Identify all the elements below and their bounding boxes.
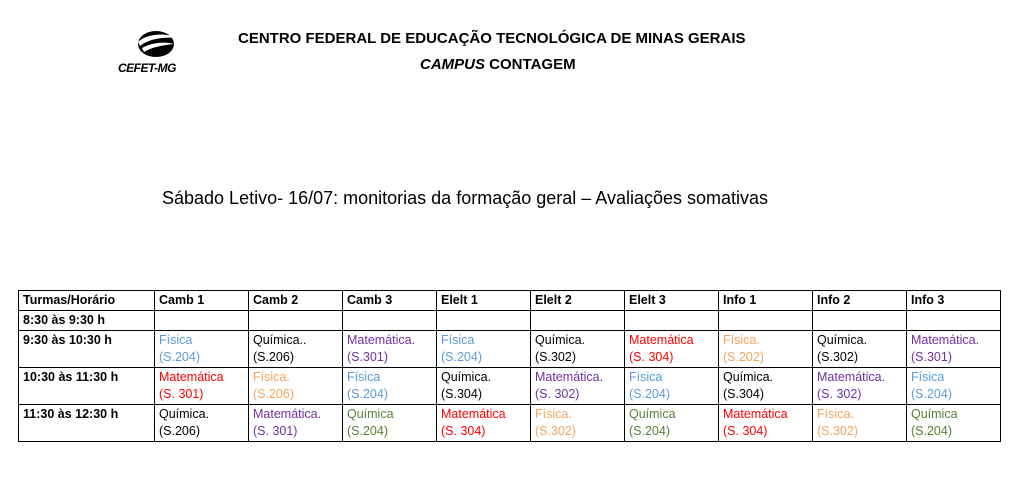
- column-header: Camb 1: [155, 291, 249, 311]
- subject-label: Química: [347, 407, 394, 421]
- subject-label: Física: [911, 370, 945, 384]
- column-header: Info 2: [813, 291, 907, 311]
- schedule-cell: [343, 368, 437, 405]
- schedule-cell: [343, 405, 437, 442]
- subject-label: Matemática: [441, 407, 506, 421]
- time-slot-cell: 11:30 às 12:30 h: [19, 405, 155, 442]
- page-subtitle: Sábado Letivo- 16/07: monitorias da formação geral – Avaliações somativas: [162, 188, 769, 208]
- institution-title: CENTRO FEDERAL DE EDUCAÇÃO TECNOLÓGICA DE MINAS GERAIS: [238, 30, 746, 47]
- room-label: (S.204): [347, 424, 388, 438]
- subject-label: Física.: [253, 370, 290, 384]
- schedule-cell: [437, 405, 531, 442]
- schedule-table: [18, 290, 1001, 442]
- schedule-cell: [907, 311, 1001, 331]
- room-label: (S.301): [347, 350, 388, 364]
- room-label: (S.302): [817, 350, 858, 364]
- schedule-cell: [719, 331, 813, 368]
- room-label: (S.206): [253, 350, 294, 364]
- room-label: (S.204): [441, 350, 482, 364]
- column-header: Elelt 2: [531, 291, 625, 311]
- subject-label: Física: [441, 333, 475, 347]
- table-row: [19, 368, 1001, 405]
- subject-label: Matemática: [159, 370, 224, 384]
- schedule-cell: [155, 331, 249, 368]
- subject-label: Química.: [535, 333, 586, 347]
- schedule-cell: [437, 331, 531, 368]
- campus-title: [420, 56, 576, 73]
- schedule-cell: [249, 368, 343, 405]
- column-header: Camb 3: [343, 291, 437, 311]
- column-header: Camb 2: [249, 291, 343, 311]
- schedule-cell: [155, 405, 249, 442]
- subject-label: Física.: [817, 407, 854, 421]
- schedule-cell: [437, 368, 531, 405]
- column-header: Elelt 3: [625, 291, 719, 311]
- schedule-cell: [531, 311, 625, 331]
- room-label: (S. 301): [159, 387, 204, 401]
- room-label: (S.302): [817, 424, 858, 438]
- subject-label: Matemática: [723, 407, 788, 421]
- time-slot-cell: 9:30 às 10:30 h: [19, 331, 155, 368]
- cefet-logo: [112, 28, 202, 80]
- room-label: (S. 302): [817, 387, 862, 401]
- room-label: (S.206): [159, 424, 200, 438]
- schedule-cell: [155, 311, 249, 331]
- room-label: (S.304): [723, 387, 764, 401]
- room-label: (S. 304): [441, 424, 486, 438]
- schedule-cell: [813, 331, 907, 368]
- room-label: (S.301): [911, 350, 952, 364]
- subject-label: Física: [629, 370, 663, 384]
- room-label: (S. 304): [723, 424, 768, 438]
- schedule-cell: [249, 311, 343, 331]
- campus-word: CAMPUS: [420, 56, 486, 73]
- time-slot-cell: 10:30 às 11:30 h: [19, 368, 155, 405]
- table-row: [19, 331, 1001, 368]
- room-label: (S.304): [441, 387, 482, 401]
- schedule-cell: [531, 368, 625, 405]
- subject-label: Matemática.: [817, 370, 886, 384]
- room-label: (S.204): [911, 387, 952, 401]
- schedule-cell: [625, 311, 719, 331]
- room-label: (S.302): [535, 350, 576, 364]
- table-row: [19, 405, 1001, 442]
- schedule-cell: [813, 311, 907, 331]
- schedule-cell: [813, 368, 907, 405]
- room-label: (S.204): [911, 424, 952, 438]
- subject-label: Matemática: [629, 333, 694, 347]
- schedule-cell: [907, 368, 1001, 405]
- logo-text: CEFET-MG: [118, 61, 176, 75]
- schedule-cell: [813, 405, 907, 442]
- schedule-cell: [625, 405, 719, 442]
- column-header: Turmas/Horário: [19, 291, 155, 311]
- subject-label: Matemática.: [911, 333, 980, 347]
- subject-label: Química..: [253, 333, 307, 347]
- subject-label: Química.: [159, 407, 210, 421]
- schedule-cell: [531, 405, 625, 442]
- campus-name: CONTAGEM: [485, 56, 576, 73]
- schedule-cell: [719, 405, 813, 442]
- schedule-cell: [907, 405, 1001, 442]
- schedule-cell: [907, 331, 1001, 368]
- time-slot-cell: 8:30 às 9:30 h: [19, 311, 155, 331]
- subject-label: Física: [159, 333, 193, 347]
- subject-label: Matemática.: [253, 407, 322, 421]
- subject-label: Matemática.: [347, 333, 416, 347]
- subject-label: Química: [629, 407, 676, 421]
- schedule-cell: [437, 311, 531, 331]
- room-label: (S.204): [159, 350, 200, 364]
- room-label: (S.204): [629, 387, 670, 401]
- schedule-cell: [343, 311, 437, 331]
- room-label: (S.206): [253, 387, 294, 401]
- subject-label: Física.: [535, 407, 572, 421]
- subject-label: Química.: [723, 370, 774, 384]
- column-header: Info 1: [719, 291, 813, 311]
- schedule-cell: [625, 368, 719, 405]
- schedule-cell: [719, 311, 813, 331]
- schedule-cell: [625, 331, 719, 368]
- schedule-cell: [155, 368, 249, 405]
- room-label: (S.202): [723, 350, 764, 364]
- subject-label: Física.: [723, 333, 760, 347]
- subject-label: Física: [347, 370, 381, 384]
- subject-label: Química.: [817, 333, 868, 347]
- subject-label: Química: [911, 407, 958, 421]
- table-header-row: [19, 291, 1001, 311]
- schedule-cell: [719, 368, 813, 405]
- room-label: (S.204): [629, 424, 670, 438]
- schedule-cell: [249, 405, 343, 442]
- cefet-swoosh-icon: [132, 28, 180, 62]
- room-label: (S. 302): [535, 387, 580, 401]
- table-row: [19, 311, 1001, 331]
- room-label: (S. 301): [253, 424, 298, 438]
- schedule-cell: [531, 331, 625, 368]
- subject-label: Química.: [441, 370, 492, 384]
- column-header: Info 3: [907, 291, 1001, 311]
- schedule-cell: [343, 331, 437, 368]
- schedule-body: [19, 311, 1001, 442]
- room-label: (S.204): [347, 387, 388, 401]
- room-label: (S. 304): [629, 350, 674, 364]
- column-header: Elelt 1: [437, 291, 531, 311]
- room-label: (S.302): [535, 424, 576, 438]
- subject-label: Matemática.: [535, 370, 604, 384]
- schedule-cell: [249, 331, 343, 368]
